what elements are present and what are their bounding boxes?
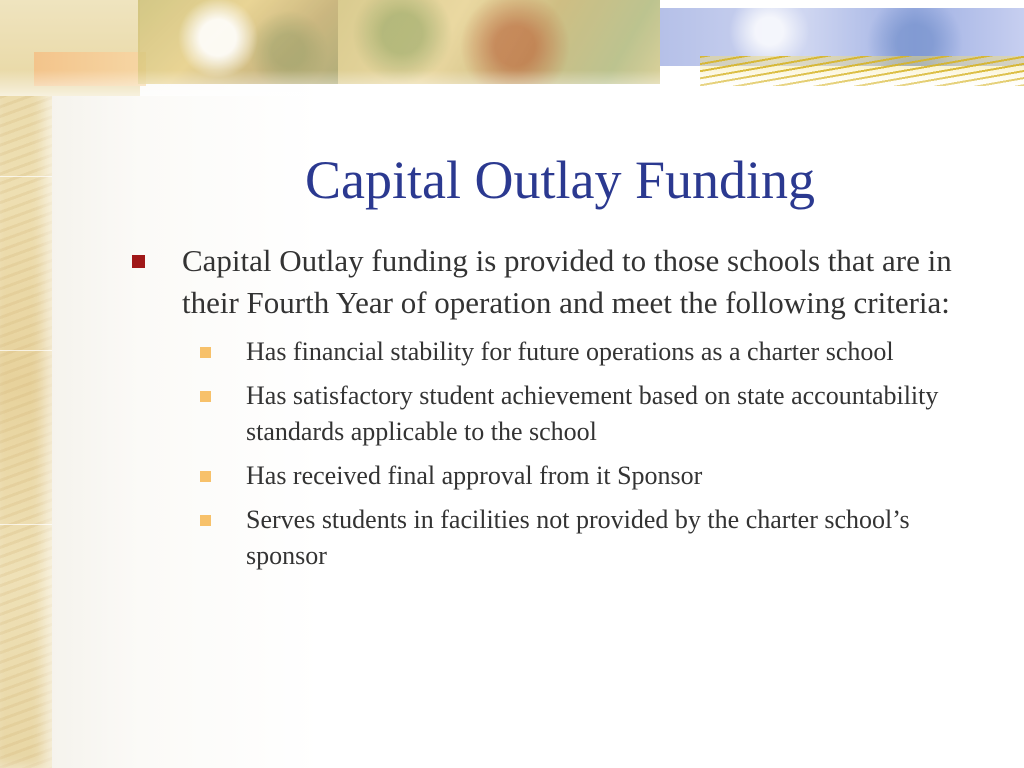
strip-divider [0,524,52,525]
square-bullet-icon [132,255,145,268]
banner-fade [0,70,1024,96]
square-bullet-icon [200,347,211,358]
square-bullet-icon [200,391,211,402]
left-decorative-strip [0,0,52,768]
square-bullet-icon [200,515,211,526]
strip-divider [0,350,52,351]
criteria-text: Has financial stability for future operations as a charter school [246,337,894,366]
main-bullet-text: Capital Outlay funding is provided to those schools that are in their Fourth Year of operation and meet the following criteria: [182,243,952,320]
criteria-text: Has received final approval from it Sponsor [246,461,703,490]
strip-divider [0,176,52,177]
square-bullet-icon [200,471,211,482]
criteria-text: Serves students in facilities not provided by the charter school’s sponsor [246,505,910,570]
criteria-item [130,378,980,450]
criteria-item [130,334,980,370]
criteria-item [130,502,980,574]
criteria-text: Has satisfactory student achievement based on state accountability standards applicable to the school [246,381,939,446]
slide-title: Capital Outlay Funding [305,150,815,210]
criteria-item [130,458,980,494]
criteria-list [130,334,980,574]
slide-body [130,240,980,582]
top-decorative-banner [0,0,1024,96]
main-bullet-item [130,240,980,324]
